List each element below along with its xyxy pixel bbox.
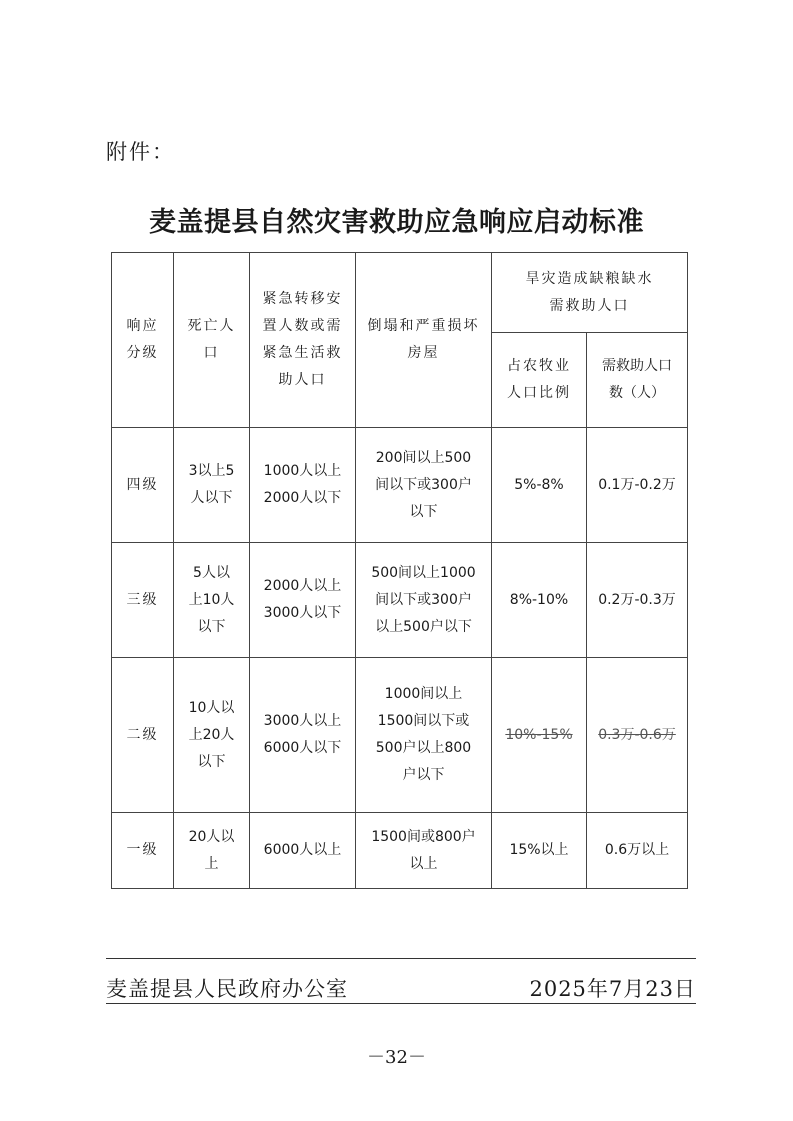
cell-houses: 500间以上1000 间以下或300户 以上500户以下 xyxy=(356,543,492,658)
cell-deaths: 5人以 上10人 以下 xyxy=(174,543,250,658)
page-number: －32－ xyxy=(367,1047,426,1068)
footer-date: 2025年7月23日 xyxy=(529,977,696,1001)
cell-houses: 1500间或800户 以上 xyxy=(356,813,492,889)
table-row xyxy=(112,658,688,813)
footer-top-rule xyxy=(106,958,696,959)
response-standards-table xyxy=(111,252,688,889)
cell-relocation: 2000人以上 3000人以下 xyxy=(250,543,356,658)
table-row xyxy=(112,543,688,658)
cell-level: 三级 xyxy=(112,543,174,658)
cell-level: 四级 xyxy=(112,428,174,543)
header-drought-count: 需救助人口 数（人） xyxy=(587,333,688,428)
cell-relocation: 3000人以上 6000人以下 xyxy=(250,658,356,813)
cell-houses: 1000间以上 1500间以下或 500户以上800 户以下 xyxy=(356,658,492,813)
footer-organization: 麦盖提县人民政府办公室 xyxy=(106,977,348,1001)
table-header-row xyxy=(112,253,688,333)
cell-level: 二级 xyxy=(112,658,174,813)
table-row xyxy=(112,813,688,889)
attachment-label: 附件： xyxy=(106,140,175,164)
cell-deaths: 20人以 上 xyxy=(174,813,250,889)
cell-relocation: 1000人以上 2000人以下 xyxy=(250,428,356,543)
header-deaths: 死亡人 口 xyxy=(174,253,250,428)
cell-ratio: 10%-15% xyxy=(492,658,587,813)
footer-bottom-rule xyxy=(106,1003,696,1004)
cell-relocation: 6000人以上 xyxy=(250,813,356,889)
cell-count: 0.2万-0.3万 xyxy=(587,543,688,658)
cell-level: 一级 xyxy=(112,813,174,889)
cell-ratio: 5%-8% xyxy=(492,428,587,543)
header-relocation: 紧急转移安 置人数或需 紧急生活救 助人口 xyxy=(250,253,356,428)
cell-count: 0.3万-0.6万 xyxy=(587,658,688,813)
cell-deaths: 3以上5 人以下 xyxy=(174,428,250,543)
header-houses: 倒塌和严重损坏 房屋 xyxy=(356,253,492,428)
cell-deaths: 10人以 上20人 以下 xyxy=(174,658,250,813)
cell-count: 0.1万-0.2万 xyxy=(587,428,688,543)
header-drought-ratio: 占农牧业 人口比例 xyxy=(492,333,587,428)
cell-ratio: 15%以上 xyxy=(492,813,587,889)
header-level: 响应 分级 xyxy=(112,253,174,428)
cell-count: 0.6万以上 xyxy=(587,813,688,889)
cell-ratio: 8%-10% xyxy=(492,543,587,658)
table-row xyxy=(112,428,688,543)
header-drought-group: 旱灾造成缺粮缺水 需救助人口 xyxy=(492,253,688,333)
page-title: 麦盖提县自然灾害救助应急响应启动标准 xyxy=(149,207,644,238)
cell-houses: 200间以上500 间以下或300户 以下 xyxy=(356,428,492,543)
